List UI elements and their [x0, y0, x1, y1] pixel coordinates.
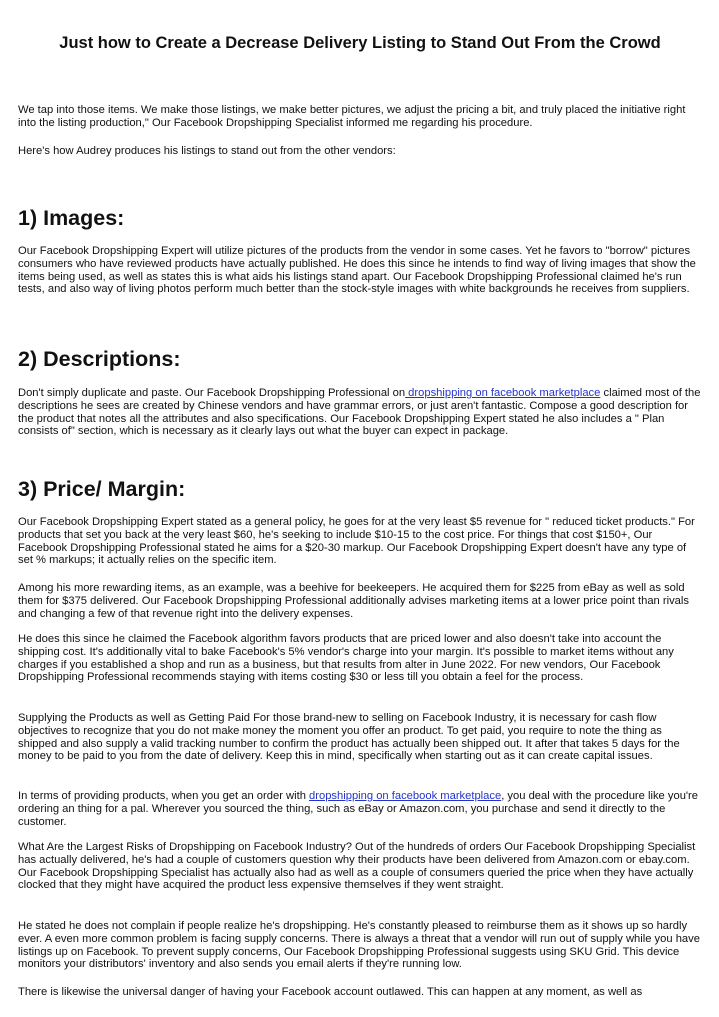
page-title: Just how to Create a Decrease Delivery Listing to Stand Out From the Crowd [59, 34, 661, 52]
descriptions-heading: 2) Descriptions: [18, 347, 181, 371]
price-heading: 3) Price/ Margin: [18, 477, 186, 501]
intro-paragraph-1: We tap into those items. We make those listings, we make better pictures, we adjust the pricing a bit, and truly placed the initiative right into the listing production," Our Facebook Dropshipping Specialist informed me regarding his procedure. [18, 104, 686, 129]
intro-paragraph-2: Here's how Audrey produces his listings to stand out from the other vendors: [18, 145, 396, 157]
price-paragraph-8: There is likewise the universal danger of having your Facebook account outlawed. This can happen at any moment, as well as [18, 986, 643, 998]
descriptions-text-before: Don't simply duplicate and paste. Our Facebook Dropshipping Professional on [18, 387, 406, 399]
price-paragraph-6: What Are the Largest Risks of Dropshipping on Facebook Industry? Out of the hundreds of orders Our Facebook Dropshipping Specialist has actually delivered, he's had a couple of customers question why their products have been delivered from Amazon.com or ebay.com. Our Facebook Dropshipping Specialist has actually also had as well as a couple of consumers queried the price when they have actually clocked that they might have acquired the product less expensive themselves if they went straight. [18, 841, 696, 892]
price-p5-text-before: In terms of providing products, when you get an order with [18, 790, 310, 802]
price-paragraph-7: He stated he does not complain if people realize he's dropshipping. He's constantly pleased to reimburse them as it shows up so hardly ever. A even more common problem is facing supply concerns. There is always a threat that a vendor will run out of supply while you have listings up on Facebook. To prevent supply concerns, Our Facebook Dropshipping Professional suggests using SKU Grid. This device monitors your distributors' inventory and also sends you email alerts if they're running low. [18, 920, 700, 971]
images-paragraph: Our Facebook Dropshipping Expert will utilize pictures of the products from the vendor in some cases. Yet he favors to "borrow" pictures consumers who have reviewed products have actually published. He does this since he intends to find way of living images that show the items being used, as well as states this is what aids his listings stand apart. Our Facebook Dropshipping Professional claimed he's run tests, and also way of living photos perform much better than the stock-style images with white backgrounds he receives from suppliers. [18, 245, 696, 296]
descriptions-text-after: claimed most of the descriptions he sees are created by Chinese vendors and have grammar errors, or just aren't fantastic. Compose a good description for the product that notes all the attributes and also specifications. Our Facebook Dropshipping Expert stated he also includes a " Plan consists of" section, which is necessary as it clearly lays out what the buyer can expect in package. [18, 387, 701, 438]
price-paragraph-4: Supplying the Products as well as Getting Paid For those brand-new to selling on Facebook Industry, it is necessary for cash flow objectives to recognize that you do not make money the moment you offer an product. To get paid, you require to note the thing as shipped and also supply a valid tracking number to confirm the product has actually been shipped out. It after that takes 5 days for the money to be paid to you from the date of delivery. Keep this in mind, specifically when starting out as it can create capital issues. [18, 712, 680, 763]
images-heading: 1) Images: [18, 206, 125, 230]
price-paragraph-5 [18, 790, 702, 828]
marketplace-link-2[interactable]: dropshipping on facebook marketplace [309, 790, 502, 802]
price-paragraph-2: Among his more rewarding items, as an example, was a beehive for beekeepers. He acquired them for $225 from eBay as well as sold them for $375 delivered. Our Facebook Dropshipping Professional additionally advises marketing items at a lower price point than rivals and changing a few of that revenue right into the delivery expenses. [18, 582, 689, 620]
price-p5-text-after: , you deal with the procedure like you're ordering an thing for a pal. Wherever you sourced the thing, such as eBay or Amazon.com, you purchase and send it directly to the customer. [18, 790, 699, 828]
marketplace-link-1[interactable]: dropshipping on facebook marketplace [405, 387, 601, 399]
descriptions-paragraph [18, 387, 702, 438]
price-paragraph-3: He does this since he claimed the Facebook algorithm favors products that are priced lower and also doesn't take into account the shipping cost. It's additionally vital to bake Facebook's 5% vendor's charge into your margin. It's possible to market items without any charges if you established a shop and run as a business, but that results from alter in June 2022. For new vendors, Our Facebook Dropshipping Professional recommends staying with items costing $30 or less till you obtain a feel for the process. [18, 633, 674, 684]
price-paragraph-1: Our Facebook Dropshipping Expert stated as a general policy, he goes for at the very least $5 revenue for " reduced ticket products." For products that set you back at the very least $60, he's seeking to include $10-15 to the cost price. For things that cost $150+, Our Facebook Dropshipping Professional stated he aims for a $20-30 markup. Our Facebook Dropshipping Expert doesn't have any type of set % markups; it actually relies on the specific item. [18, 516, 695, 567]
